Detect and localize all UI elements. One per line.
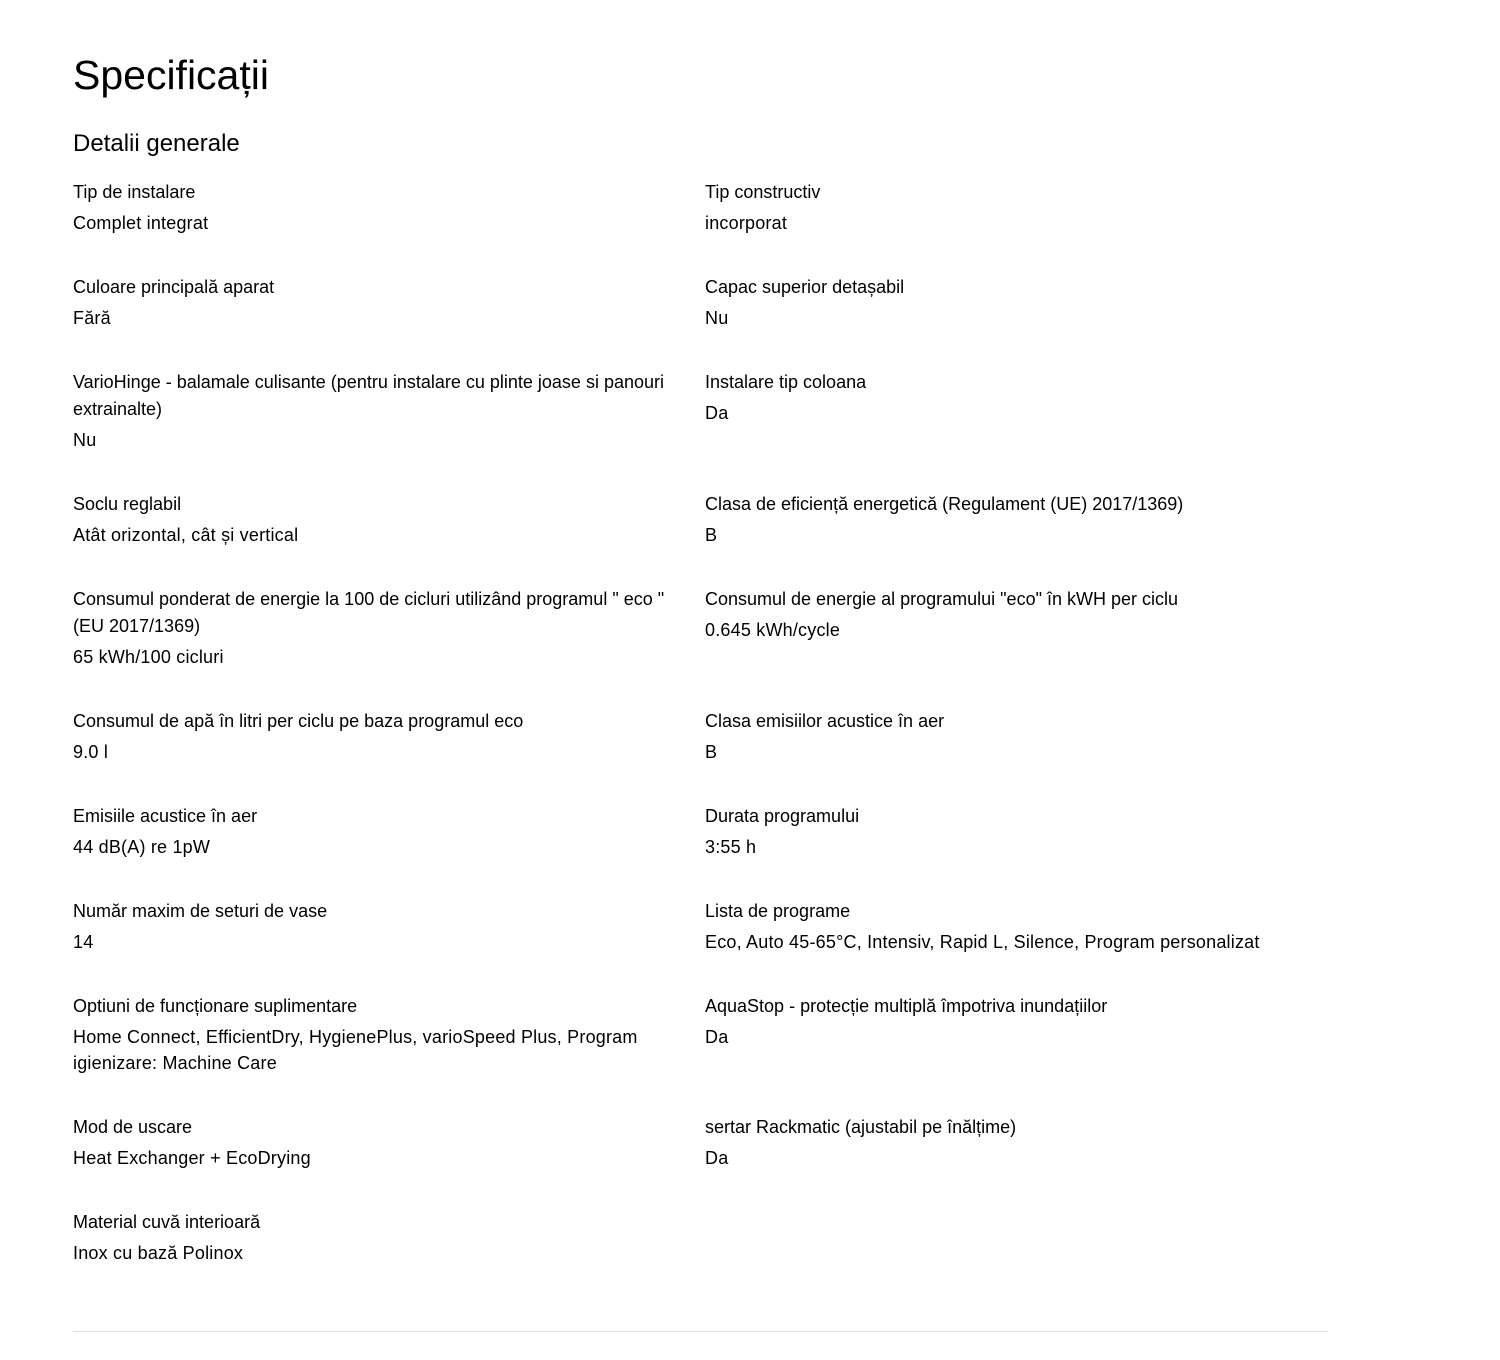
spec-value: 3:55 h xyxy=(705,837,757,857)
spec-label: Durata programului xyxy=(705,806,860,826)
spec-value: Eco, Auto 45-65°C, Intensiv, Rapid L, Silence, Program personalizat xyxy=(705,932,1260,952)
spec-item xyxy=(73,803,705,898)
spec-label: Consumul ponderat de energie la 100 de cicluri utilizând programul " eco "(EU 2017/1369) xyxy=(73,589,665,636)
spec-label: Mod de uscare xyxy=(73,1117,193,1137)
spec-item xyxy=(705,274,1328,369)
spec-label: Material cuvă interioară xyxy=(73,1212,261,1232)
spec-item xyxy=(73,1114,705,1209)
spec-value: incorporat xyxy=(705,213,788,233)
spec-item xyxy=(705,586,1328,708)
spec-item xyxy=(73,274,705,369)
spec-value: B xyxy=(705,525,718,545)
spec-label: Tip de instalare xyxy=(73,182,196,202)
spec-label: AquaStop - protecție multiplă împotriva inundațiilor xyxy=(705,996,1108,1016)
spec-label: Număr maxim de seturi de vase xyxy=(73,901,328,921)
spec-value: Inox cu bază Polinox xyxy=(73,1243,244,1263)
spec-label: VarioHinge - balamale culisante (pentru instalare cu plinte joase si panouri extrainalte) xyxy=(73,372,664,419)
spec-value: Home Connect, EfficientDry, HygienePlus, varioSpeed Plus, Program igienizare: Machine Care xyxy=(73,1027,638,1073)
spec-label: Emisiile acustice în aer xyxy=(73,806,258,826)
page-title: Specificații xyxy=(73,52,269,98)
spec-item xyxy=(73,491,705,586)
spec-label: Clasa emisiilor acustice în aer xyxy=(705,711,945,731)
spec-value: Atât orizontal, cât și vertical xyxy=(73,525,299,545)
spec-value: Nu xyxy=(705,308,729,328)
spec-value: 0.645 kWh/cycle xyxy=(705,620,841,640)
spec-item xyxy=(73,993,705,1114)
spec-value: 14 xyxy=(73,932,94,952)
spec-label: Consumul de apă în litri per ciclu pe baza programul eco xyxy=(73,711,524,731)
spec-value: 9.0 l xyxy=(73,742,109,762)
spec-label: Consumul de energie al programului "eco" în kWH per ciclu xyxy=(705,589,1178,609)
spec-label: Soclu reglabil xyxy=(73,494,182,514)
spec-value: B xyxy=(705,742,718,762)
spec-label: Instalare tip coloana xyxy=(705,372,867,392)
spec-label: Culoare principală aparat xyxy=(73,277,275,297)
spec-item xyxy=(73,586,705,708)
section-title: Detalii generale xyxy=(73,130,240,157)
spec-item xyxy=(705,898,1328,993)
spec-item xyxy=(705,369,1328,491)
spec-item xyxy=(705,803,1328,898)
spec-label: Capac superior detașabil xyxy=(705,277,905,297)
spec-value: Heat Exchanger + EcoDrying xyxy=(73,1148,311,1168)
spec-item xyxy=(73,1209,705,1304)
spec-value: 44 dB(A) re 1pW xyxy=(73,837,211,857)
spec-item xyxy=(73,369,705,491)
spec-value: Da xyxy=(705,403,729,423)
spec-value: Da xyxy=(705,1148,729,1168)
spec-label: Lista de programe xyxy=(705,901,851,921)
spec-value: Fără xyxy=(73,308,111,328)
spec-grid xyxy=(73,179,1328,1304)
spec-value: Complet integrat xyxy=(73,213,209,233)
spec-value: Nu xyxy=(73,430,97,450)
spec-item xyxy=(705,1114,1328,1209)
spec-item xyxy=(705,708,1328,803)
spec-value: 65 kWh/100 cicluri xyxy=(73,647,224,667)
spec-label: Clasa de eficiență energetică (Regulament (UE) 2017/1369) xyxy=(705,494,1184,514)
spec-item xyxy=(73,898,705,993)
section-divider xyxy=(73,1331,1328,1332)
spec-label: Tip constructiv xyxy=(705,182,821,202)
spec-item xyxy=(705,179,1328,274)
spec-item xyxy=(705,993,1328,1114)
spec-item xyxy=(73,708,705,803)
spec-label: sertar Rackmatic (ajustabil pe înălțime) xyxy=(705,1117,1017,1137)
spec-item xyxy=(73,179,705,274)
spec-item xyxy=(705,491,1328,586)
spec-value: Da xyxy=(705,1027,729,1047)
spec-label: Optiuni de funcționare suplimentare xyxy=(73,996,358,1016)
